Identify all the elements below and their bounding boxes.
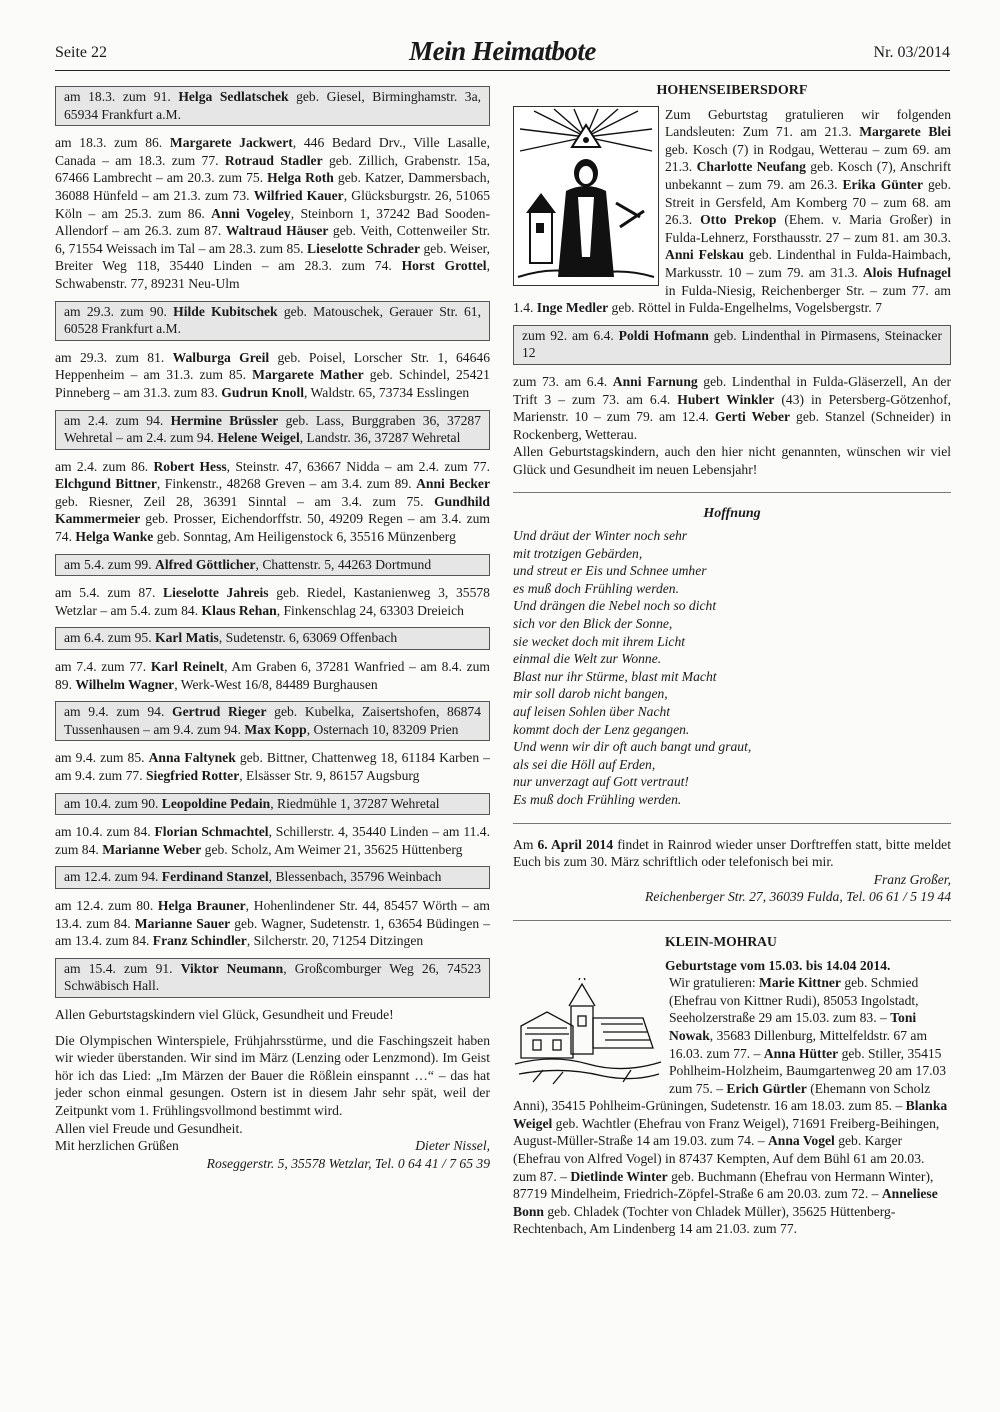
birthday-box: am 12.4. zum 94. Ferdinand Stanzel, Blessenbach, 35796 Weinbach: [55, 866, 490, 889]
section-title-hohenseibersdorf: HOHENSEIBERSDORF: [656, 83, 808, 98]
left-column: [55, 86, 490, 1172]
birthday-box: am 15.4. zum 91. Viktor Neumann, Großcomburger Weg 26, 74523 Schwäbisch Hall.: [55, 958, 490, 998]
hohenseibersdorf-wish: Allen Geburtstagskindern, auch den hier nicht genannten, wünschen wir viel Glück und Gesundheit im neuen Lebensjahr!: [513, 444, 951, 477]
poem-line: sich vor den Blick der Sonne,: [513, 616, 673, 632]
birthday-entries: am 12.4. zum 80. Helga Brauner, Hohenlindener Str. 44, 85457 Wörth – am 13.4. zum 84. Marianne Sauer geb. Wagner, Sudetenstr. 1, 63654 Büdingen – am 13.4. zum 84. Franz Schindler, Silcherstr. 20, 71254 Ditzingen: [55, 897, 490, 949]
saint-woodcut-image: [513, 106, 659, 286]
poem-line: kommt doch der Lenz gegangen.: [513, 721, 690, 737]
poem-line: Und dräut der Winter noch sehr: [513, 528, 688, 544]
poem-line: als sei die Höll auf Erden,: [513, 756, 656, 772]
poem-line: es muß doch Frühling werden.: [513, 580, 679, 596]
birthday-entries: am 2.4. zum 86. Robert Hess, Steinstr. 47, 63667 Nidda – am 2.4. zum 77. Elchgund Bittner, Finkenstr., 48268 Greven – am 3.4. zum 89. Anni Becker geb. Riesner, Zeil 28, 36391 Sinntal – am 3.4. zum 75. Gundhild Kammermeier geb. Prosser, Eichendorffstr. 50, 49209 Regen – am 3.4. zum 74. Helga Wanke geb. Sonntag, Am Heiligenstock 6, 35516 Münzenberg: [55, 458, 491, 545]
birthday-box: am 6.4. zum 95. Karl Matis, Sudetenstr. 6, 63069 Offenbach: [55, 627, 490, 650]
poem-line: Es muß doch Frühling werden.: [513, 791, 682, 807]
poem-line: nur unverzagt auf Gott vertraut!: [513, 774, 689, 790]
church-drawing-image: [513, 978, 663, 1088]
letter-text: Die Olympischen Winterspiele, Frühjahrsstürme, und die Faschingszeit haben wir wieder überstanden. Wir sind im März (Lenzing oder Lenzmond). Im Geist hör ich das Lied: „Im Märzen der Bauer die Rößlein einspannt …“ – das hat jeder schon einmal gesungen. Ostern ist in diesem Jahr sehr spät, weil der Zeitpunkt vom 1. Frühlingsvollmond bestimmt wird.: [55, 1032, 490, 1118]
hohenseibersdorf-entries-2: zum 73. am 6.4. Anni Farnung geb. Lindenthal in Fulda-Gläserzell, An der Trift 3 – zum 73. am 6.4. Hubert Winkler (43) in Petersberg-Götzenhof, Marienstr. 10 – zum 79. am 12.4. Gerti Weber geb. Stanzel (Schneider) in Rockenberg, Wetterau.: [513, 373, 951, 442]
page-number: Seite 22: [55, 44, 107, 61]
masthead-logo: Mein Heimatbote: [409, 36, 596, 66]
poem: [513, 527, 951, 809]
birthday-entries: am 7.4. zum 77. Karl Reinelt, Am Graben 6, 37281 Wanfried – am 8.4. zum 89. Wilhelm Wagner, Werk-West 16/8, 84489 Burghausen: [55, 659, 490, 692]
closing-wish: Allen Geburtstagskindern viel Glück, Gesundheit und Freude!: [55, 1006, 394, 1022]
birthday-box: am 5.4. zum 99. Alfred Göttlicher, Chattenstr. 5, 44263 Dortmund: [55, 554, 490, 577]
section-title-klein-mohrau: KLEIN-MOHRAU: [665, 933, 777, 949]
birthday-entries: am 18.3. zum 86. Margarete Jackwert, 446 Bedard Drv., Ville Lasalle, Canada – am 18.3. zum 77. Rotraud Stadler geb. Zillich, Grabenstr. 15a, 67466 Lambrecht – am 20.3. zum 75. Helga Roth geb. Katzer, Dammersbach, 36088 Hünfeld – am 21.3. zum 73. Wilfried Kauer, Glücksburgstr. 26, 51065 Köln – am 25.3. zum 86. Anni Vogeley, Steinborn 1, 37242 Bad Sooden-Allendorf – am 26.3. zum 87. Waltraud Häuser geb. Veith, Cottenweiler Str. 6, 71554 Weissach im Tal – am 28.3. zum 85. Lieselotte Schrader geb. Weiser, Breiter Weg 118, 35440 Linden – am 28.3. zum 74. Horst Grottel, Schwabenstr. 77, 89231 Neu-Ulm: [55, 135, 491, 291]
section-divider: [513, 920, 951, 921]
section-divider: [513, 492, 951, 493]
poem-line: auf leisen Sohlen über Nacht: [513, 704, 671, 719]
letter-signer-address: Roseggerstr. 5, 35578 Wetzlar, Tel. 0 64 41 / 7 65 39: [206, 1155, 490, 1171]
poem-line: mit trotzigen Gebärden,: [513, 545, 643, 561]
birthday-entries: am 29.3. zum 81. Walburga Greil geb. Poisel, Lorscher Str. 1, 64646 Heppenheim – am 31.3. zum 85. Margarete Mather geb. Schindel, 25421 Pinneberg – am 31.3. zum 83. Gudrun Knoll, Waldstr. 65, 73734 Esslingen: [55, 349, 490, 400]
woodcut-illustration: [513, 106, 659, 286]
poem-line: Und wenn wir dir oft auch bangt und graut,: [513, 739, 752, 755]
page-header: [55, 36, 950, 71]
issue-number: Nr. 03/2014: [873, 44, 950, 61]
poem-line: Blast nur ihr Stürme, blast mit Macht: [513, 668, 717, 684]
klein-mohrau-subtitle: Geburtstage vom 15.03. bis 14.04 2014.: [665, 957, 891, 973]
birthday-box: zum 92. am 6.4. Poldi Hofmann geb. Lindenthal in Pirmasens, Steinacker 12: [513, 325, 951, 365]
birthday-entries: am 10.4. zum 84. Florian Schmachtel, Schillerstr. 4, 35440 Linden – am 11.4. zum 84. Marianne Weber geb. Scholz, Am Weimer 21, 35625 Hüttenberg: [55, 824, 490, 857]
letter-greeting: Mit herzlichen Grüßen: [55, 1138, 179, 1154]
meeting-notice: Am 6. April 2014 findet in Rainrod wieder unser Dorftreffen statt, bitte meldet Euch bis zum 30. März schriftlich oder telefonisch bei mir.: [513, 836, 951, 870]
poem-line: und streut er Eis und Schnee umher: [513, 563, 707, 579]
letter-wish: Allen viel Freude und Gesundheit.: [55, 1120, 243, 1136]
birthday-box: am 2.4. zum 94. Hermine Brüssler geb. Lass, Burggraben 36, 37287 Wehretal – am 2.4. zum 94. Helene Weigel, Landstr. 36, 37287 Wehretal: [55, 410, 490, 450]
poem-line: mir soll darob nicht bangen,: [513, 686, 668, 702]
right-column: [513, 82, 951, 1246]
hohenseibersdorf-entries: Zum Geburtstag gratulieren wir folgenden Landsleuten: Zum 71. am 21.3. Margarete Blei geb. Kosch (7) in Rodgau, Wetterau – zum 69. am 21.3. Charlotte Neufang geb. Kosch (7), Anschrift unbekannt – zum 79. am 26.3. Erika Günter geb. Streit in Gersfeld, Am Komberg 70 – zum 68. am 26.3. Otto Prekop (Ehem. v. Maria Großer) in Fulda-Lehnerz, Forsthausstr. 27 – zum 81. am 30.3. Anni Felskau geb. Lindenthal in Fulda-Haimbach, Markusstr. 10 – zum 79. am 31.3. Alois Hufnagel in Fulda-Niesig, Reichenberger Str. – zum 77. am 1.4. Inge Medler geb. Röttel in Fulda-Engelhelms, Vogelsbergstr. 7: [513, 106, 951, 316]
village-illustration: [513, 978, 663, 1088]
birthday-box: am 10.4. zum 90. Leopoldine Pedain, Riedmühle 1, 37287 Wehretal: [55, 793, 490, 816]
birthday-entries: am 5.4. zum 87. Lieselotte Jahreis geb. Riedel, Kastanienweg 3, 35578 Wetzlar – am 5.4. zum 84. Klaus Rehan, Finkenschlag 24, 63303 Dreieich: [55, 585, 490, 618]
birthday-box: am 29.3. zum 90. Hilde Kubitschek geb. Matouschek, Gerauer Str. 61, 60528 Frankfurt a.M.: [55, 301, 490, 341]
klein-mohrau-entries: Wir gratulieren: Marie Kittner geb. Schmied (Ehefrau von Kittner Rudi), 85053 Ingolstadt, Seeholzerstraße 29 am 15.03. zum 83. – Toni Nowak, 35683 Dillenburg, Mittelfeldstr. 67 am 16.03. zum 77. – Anna Hütter geb. Stiller, 35415 Pohlheim-Holzheim, Baumgartenweg 20 am 17.03 zum 75. – Erich Gürtler (Ehemann von Scholz Anni), 35415 Pohlheim-Grüningen, Sudetenstr. 16 am 18.03. zum 85. – Blanka Weigel geb. Wachtler (Ehefrau von Franz Weigel), 71691 Freiberg-Beihingen, August-Müller-Straße 14 am 19.03. zum 74. – Anna Vogel geb. Karger (Ehefrau von Alfred Vogel) in 87437 Kempten, Auf dem Bühl 61 am 20.03. zum 87. – Dietlinde Winter geb. Buchmann (Ehefrau von Hermann Winter), 87719 Mindelheim, Friedrich-Zöpfel-Straße 6 am 20.03. zum 72. – Anneliese Bonn geb. Chladek (Tochter von Chladek Müller), 35625 Hüttenberg-Rechtenbach, Am Lindenberg 14 am 21.03. zum 77.: [513, 975, 948, 1237]
birthday-entries: am 9.4. zum 85. Anna Faltynek geb. Bittner, Chattenweg 18, 61184 Karben – am 9.4. zum 77. Siegfried Rotter, Elsässer Str. 9, 86157 Augsburg: [55, 750, 490, 783]
letter-greeting-row: [55, 1137, 490, 1155]
birthday-box: am 18.3. zum 91. Helga Sedlatschek geb. Giesel, Birminghamstr. 3a, 65934 Frankfurt a.M.: [55, 86, 490, 126]
section-divider: [513, 823, 951, 824]
poem-line: Und drängen die Nebel noch so dicht: [513, 598, 717, 614]
letter-signer: Dieter Nissel,: [415, 1138, 490, 1154]
poem-title: Hoffnung: [703, 506, 761, 522]
meeting-signer: Franz Großer,: [873, 871, 951, 887]
meeting-signer-address: Reichenberger Str. 27, 36039 Fulda, Tel. 06 61 / 5 19 44: [645, 889, 951, 905]
poem-line: sie wecket doch mit ihrem Licht: [513, 633, 686, 649]
birthday-box: am 9.4. zum 94. Gertrud Rieger geb. Kubelka, Zaisertshofen, 86874 Tussenhausen – am 9.4. zum 94. Max Kopp, Osternach 10, 83209 Prien: [55, 701, 490, 741]
poem-line: einmal die Welt zur Wonne.: [513, 651, 662, 667]
